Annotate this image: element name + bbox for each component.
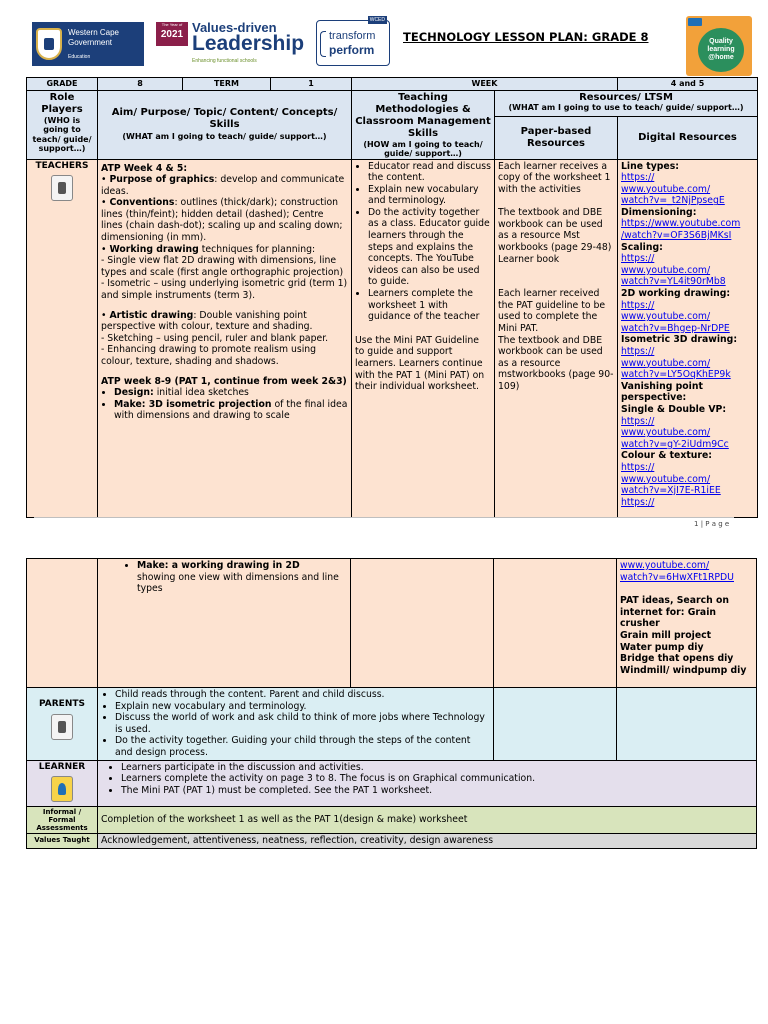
digital-resource-heading: Line types: [621,160,679,172]
page-number-value: 1 [694,520,699,528]
method-item: • Explain new vocabulary and terminology. [368,184,491,207]
teachers-continued-digital-cell [617,559,757,688]
assessments-text: Completion of the worksheet 1 as well as the PAT 1(design & make) worksheet [98,806,757,833]
lesson-plan-table-page-2 [26,558,757,849]
learner-item: • Learners complete the activity on page 3 to 8. The focus is on Graphical communication. [121,773,753,785]
parents-activity-list [101,689,490,759]
method-item: • Learners complete the worksheet 1 with guidance of the teacher [368,288,491,323]
digital-resource-heading: Vanishing point perspective: [621,380,703,404]
youtube-link[interactable]: www.youtube.com/ [620,560,710,571]
parents-digital-cell [617,688,757,761]
youtube-link[interactable]: www.youtube.com/ [621,264,711,276]
pat-ideas-heading: PAT ideas, Search on internet for: Grain crusher [620,595,729,630]
youtube-link[interactable]: https:// [621,253,655,265]
term-value: 1 [270,78,351,90]
make-2d-bold: Make: a working drawing in 2D [137,560,300,571]
learner-activity-list [101,762,753,797]
youtube-link[interactable]: watch?v=gY-2iUdm9Cc [621,438,729,450]
parents-label: PARENTS [39,699,85,709]
make-3d-step [114,399,348,422]
parents-item: • Discuss the world of work and ask child to think of more jobs where Technology is used. [115,712,490,735]
learner-label: LEARNER [38,761,86,772]
bracket-icon [320,31,326,57]
youtube-link[interactable]: watch?v=_t2NjPpsegE [621,195,725,207]
values-taught-label: Values Taught [27,833,98,848]
transform-text: transform [329,30,376,42]
leadership-text: Leadership [192,32,305,55]
single-view-line: - Single view flat 2D drawing with dimensions, line types and scale (first angle orthographic projection) [101,255,344,278]
conventions-line: • Conventions: outlines (thick/dark); construction lines (thin/feint); hidden detail (dashed); Centre lines (chain dash-dot); scaling up and scaling down; dimensioning (in mm). [101,197,343,244]
perform-text: perform [329,43,375,57]
youtube-link[interactable]: https:// [621,172,655,184]
wc-logo-line2: Government [68,38,113,47]
youtube-link[interactable]: https:// [621,299,655,311]
role-players-title: Role Players [41,91,83,115]
make-2d-text: showing one view with dimensions and line types [137,571,339,595]
methods-title: Teaching Methodologies & Classroom Management Skills [355,91,491,139]
youtube-link[interactable]: watch?v=YL4it90rMb8 [621,276,726,288]
artistic-drawing-text: : Double vanishing point perspective with colour, texture and shading. [101,309,313,333]
youtube-link[interactable]: https:// [621,461,655,473]
lesson-plan-table-page-1 [26,77,758,518]
values-driven-leadership-logo [156,20,306,68]
digital-resource-heading: Dimensioning: [621,206,697,218]
learner-item: • Learners participate in the discussion and activities. [121,762,753,774]
enhancing-line: - Enhancing drawing to promote realism using colour, texture, shading and shadows. [101,344,317,367]
role-players-subtitle: (WHO is going to teach/ guide/ support…) [32,115,92,153]
parents-role-cell [27,688,98,761]
youtube-link[interactable]: www.youtube.com/ [621,183,711,195]
working-drawing-bold: Working drawing [109,243,199,255]
paper-resource-3: Each learner received the PAT guideline to be used to complete the Mini PAT. [498,288,606,335]
sketching-line: - Sketching – using pencil, ruler and blank paper. [101,332,329,344]
learner-item: • The Mini PAT (PAT 1) must be completed. See the PAT 1 worksheet. [121,785,753,797]
youtube-link[interactable]: watch?v=Bhgep-NrDPE [621,322,730,334]
digital-resource-heading: Scaling: [621,241,663,253]
document-title: TECHNOLOGY LESSON PLAN: GRADE 8 [403,30,649,44]
design-step [114,387,348,399]
page-number-separator: | [698,520,706,528]
wced-badge: WCED [369,17,385,23]
ql-line2: learning [707,46,735,53]
youtube-link[interactable]: www.youtube.com/ [621,357,711,369]
pat-steps-list-continued [101,560,347,572]
teacher-icon [51,175,73,201]
teachers-label: TEACHERS [35,160,89,171]
teaching-methods-list [355,161,491,323]
artistic-drawing-bold: Artistic drawing [109,309,194,321]
youtube-link[interactable]: https:// [621,346,655,357]
assessments-label: Informal / Formal Assessments [27,806,98,833]
parent-child-icon [51,714,73,740]
methods-header [352,90,495,159]
digital-resource-heading: 2D working drawing: [621,288,731,300]
design-text: initial idea sketches [153,387,249,399]
ql-line1: Quality [709,38,733,45]
pat-idea-item: Water pump diy [620,641,704,653]
wc-logo-line3: Education [68,54,91,60]
paper-resource-4: The textbook and DBE workbook can be used as a resource mstworkbooks (page 90-109) [498,334,614,392]
paper-resource-2: The textbook and DBE workbook can be used as a resource Mst workbooks (page 29-48) Learner book [498,207,612,265]
purpose-line: • Purpose of graphics: develop and communicate ideas. [101,174,345,197]
method-item: • Educator read and discuss the content. [368,161,491,184]
learner-icon [51,776,73,802]
parents-item: • Explain new vocabulary and terminology. [115,701,490,713]
quality-learning-at-home-logo [686,16,752,76]
youtube-link[interactable]: /watch?v=OF3S6BjMKsI [621,230,732,242]
paper-resource-1: Each learner receives a copy of the worksheet 1 with the activities [498,160,611,195]
aim-header [98,90,352,159]
values-taught-text: Acknowledgement, attentiveness, neatness, reflection, creativity, design awareness [98,833,757,848]
week-value: 4 and 5 [618,78,758,91]
leadership-tagline: Enhancing functional schools [192,58,257,64]
page-number [694,520,729,528]
year-badge-year: 2021 [160,29,184,40]
resources-header [495,90,758,116]
conventions-text: : outlines (thick/dark); construction lines (thin/feint); hidden detail (dashed); Centre lines (chain dash-dot); scaling up and scaling down; dimensioning (in mm). [101,197,343,244]
teachers-methods-cell [352,159,495,517]
purpose-text: : develop and communicate ideas. [101,174,345,197]
youtube-link[interactable]: watch?v=6HwXFt1RPDU [620,571,734,583]
make-2d-step [137,560,347,572]
design-bold: Design: [114,387,154,399]
pat-idea-item: Windmill/ windpump diy [620,664,747,676]
digital-resource-heading: Colour & texture: [621,450,712,462]
parents-item: • Child reads through the content. Parent and child discuss. [115,689,490,701]
sa-flag-icon [688,18,702,26]
page-number-word: P a g e [705,520,730,528]
parents-item: • Do the activity together. Guiding your child through the steps of the content and design process. [115,735,490,758]
aim-subtitle: (WHAT am I going to teach/ guide/ support…) [122,131,327,141]
working-drawing-text: techniques for planning: [198,243,316,255]
page-divider [34,517,734,518]
method-item: • Do the activity together as a class. Educator guide learners through the steps and explains the concepts. The YouTube videos can also be used to guide. [368,207,491,288]
grade-label: GRADE [27,78,98,91]
teachers-continued-role-cell [27,559,98,688]
quality-learning-badge [698,28,744,72]
wc-logo-line1: Western Cape [68,28,119,37]
youtube-link[interactable]: https:// [621,496,655,508]
role-players-header [27,90,98,159]
teachers-continued-methods-cell [351,559,494,688]
teachers-digital-cell [618,159,758,517]
digital-resource-heading: Isometric 3D drawing: [621,334,738,346]
pat-idea-item: Bridge that opens diy [620,653,734,665]
transform-perform-logo [316,17,390,66]
paper-resources-header: Paper-based Resources [495,116,618,159]
conventions-bold: Conventions [109,197,175,209]
youtube-link[interactable]: www.youtube.com/ [621,311,711,323]
teachers-continued-paper-cell [494,559,617,688]
coat-of-arms-icon [36,28,62,60]
youtube-link[interactable]: watch?v=LY5OqKhEP9k [621,369,731,381]
purpose-bold: Purpose of graphics [109,174,215,186]
artistic-drawing-line: • Artistic drawing: Double vanishing point perspective with colour, texture and shading. [101,309,313,333]
digital-resource-heading: Single & Double VP: [621,403,727,415]
learner-content-cell [98,760,757,806]
parents-paper-cell [494,688,617,761]
ql-line3: @home [708,54,734,61]
grade-value: 8 [137,79,143,88]
resources-title: Resources/ LTSM [579,91,673,103]
make-3d-text: of the final idea with dimensions and drawing to scale [114,398,348,422]
year-badge-sub: The Year of [161,22,183,27]
learner-role-cell [27,760,98,806]
term-label: TERM [182,78,270,90]
youtube-link[interactable]: www.youtube.com/ [621,427,711,439]
week-label: WEEK [352,78,618,91]
make-3d-bold: Make: 3D isometric projection [114,398,272,410]
western-cape-government-logo [32,22,144,66]
working-drawing-line: • Working drawing techniques for planning: [101,243,316,255]
teachers-content-cell [98,159,352,517]
pat-steps-list [101,387,348,422]
pat-idea-item: Grain mill project [620,629,712,641]
youtube-link[interactable]: https://www.youtube.com [621,218,741,230]
grade-term-cell [98,78,352,91]
page-header [28,14,758,76]
digital-resources-header: Digital Resources [618,116,758,159]
teachers-role-cell [27,159,98,517]
resources-subtitle: (WHAT am I going to use to teach/ guide/ support…) [508,102,744,112]
mini-pat-guidance: Use the Mini PAT Guideline to guide and support learners. Learners continue with the PAT 1 (Mini PAT) on their individual worksheet. [355,334,485,393]
digital-resources-list [621,161,754,509]
parents-content-cell [98,688,494,761]
values-driven-text: Values-driven [192,20,277,35]
aim-title: Aim/ Purpose/ Topic/ Content/ Concepts/ Skills [111,106,338,130]
atp-week-8-9-title: ATP week 8-9 (PAT 1, continue from week 2&3) [101,375,347,387]
teachers-continued-content-cell [98,559,351,688]
isometric-line: - Isometric – using underlying isometric grid (term 1) and simple instruments (term 3). [101,278,348,302]
methods-subtitle: (HOW am I going to teach/ guide/ support…) [363,139,483,158]
youtube-link[interactable]: https:// [621,415,655,427]
youtube-link[interactable]: watch?v=XjI7E-R1iEE [621,485,721,497]
atp-week-4-5-title: ATP Week 4 & 5: [101,162,188,174]
teachers-paper-cell [495,159,618,517]
youtube-link[interactable]: www.youtube.com/ [621,473,711,485]
year-badge [156,22,188,46]
